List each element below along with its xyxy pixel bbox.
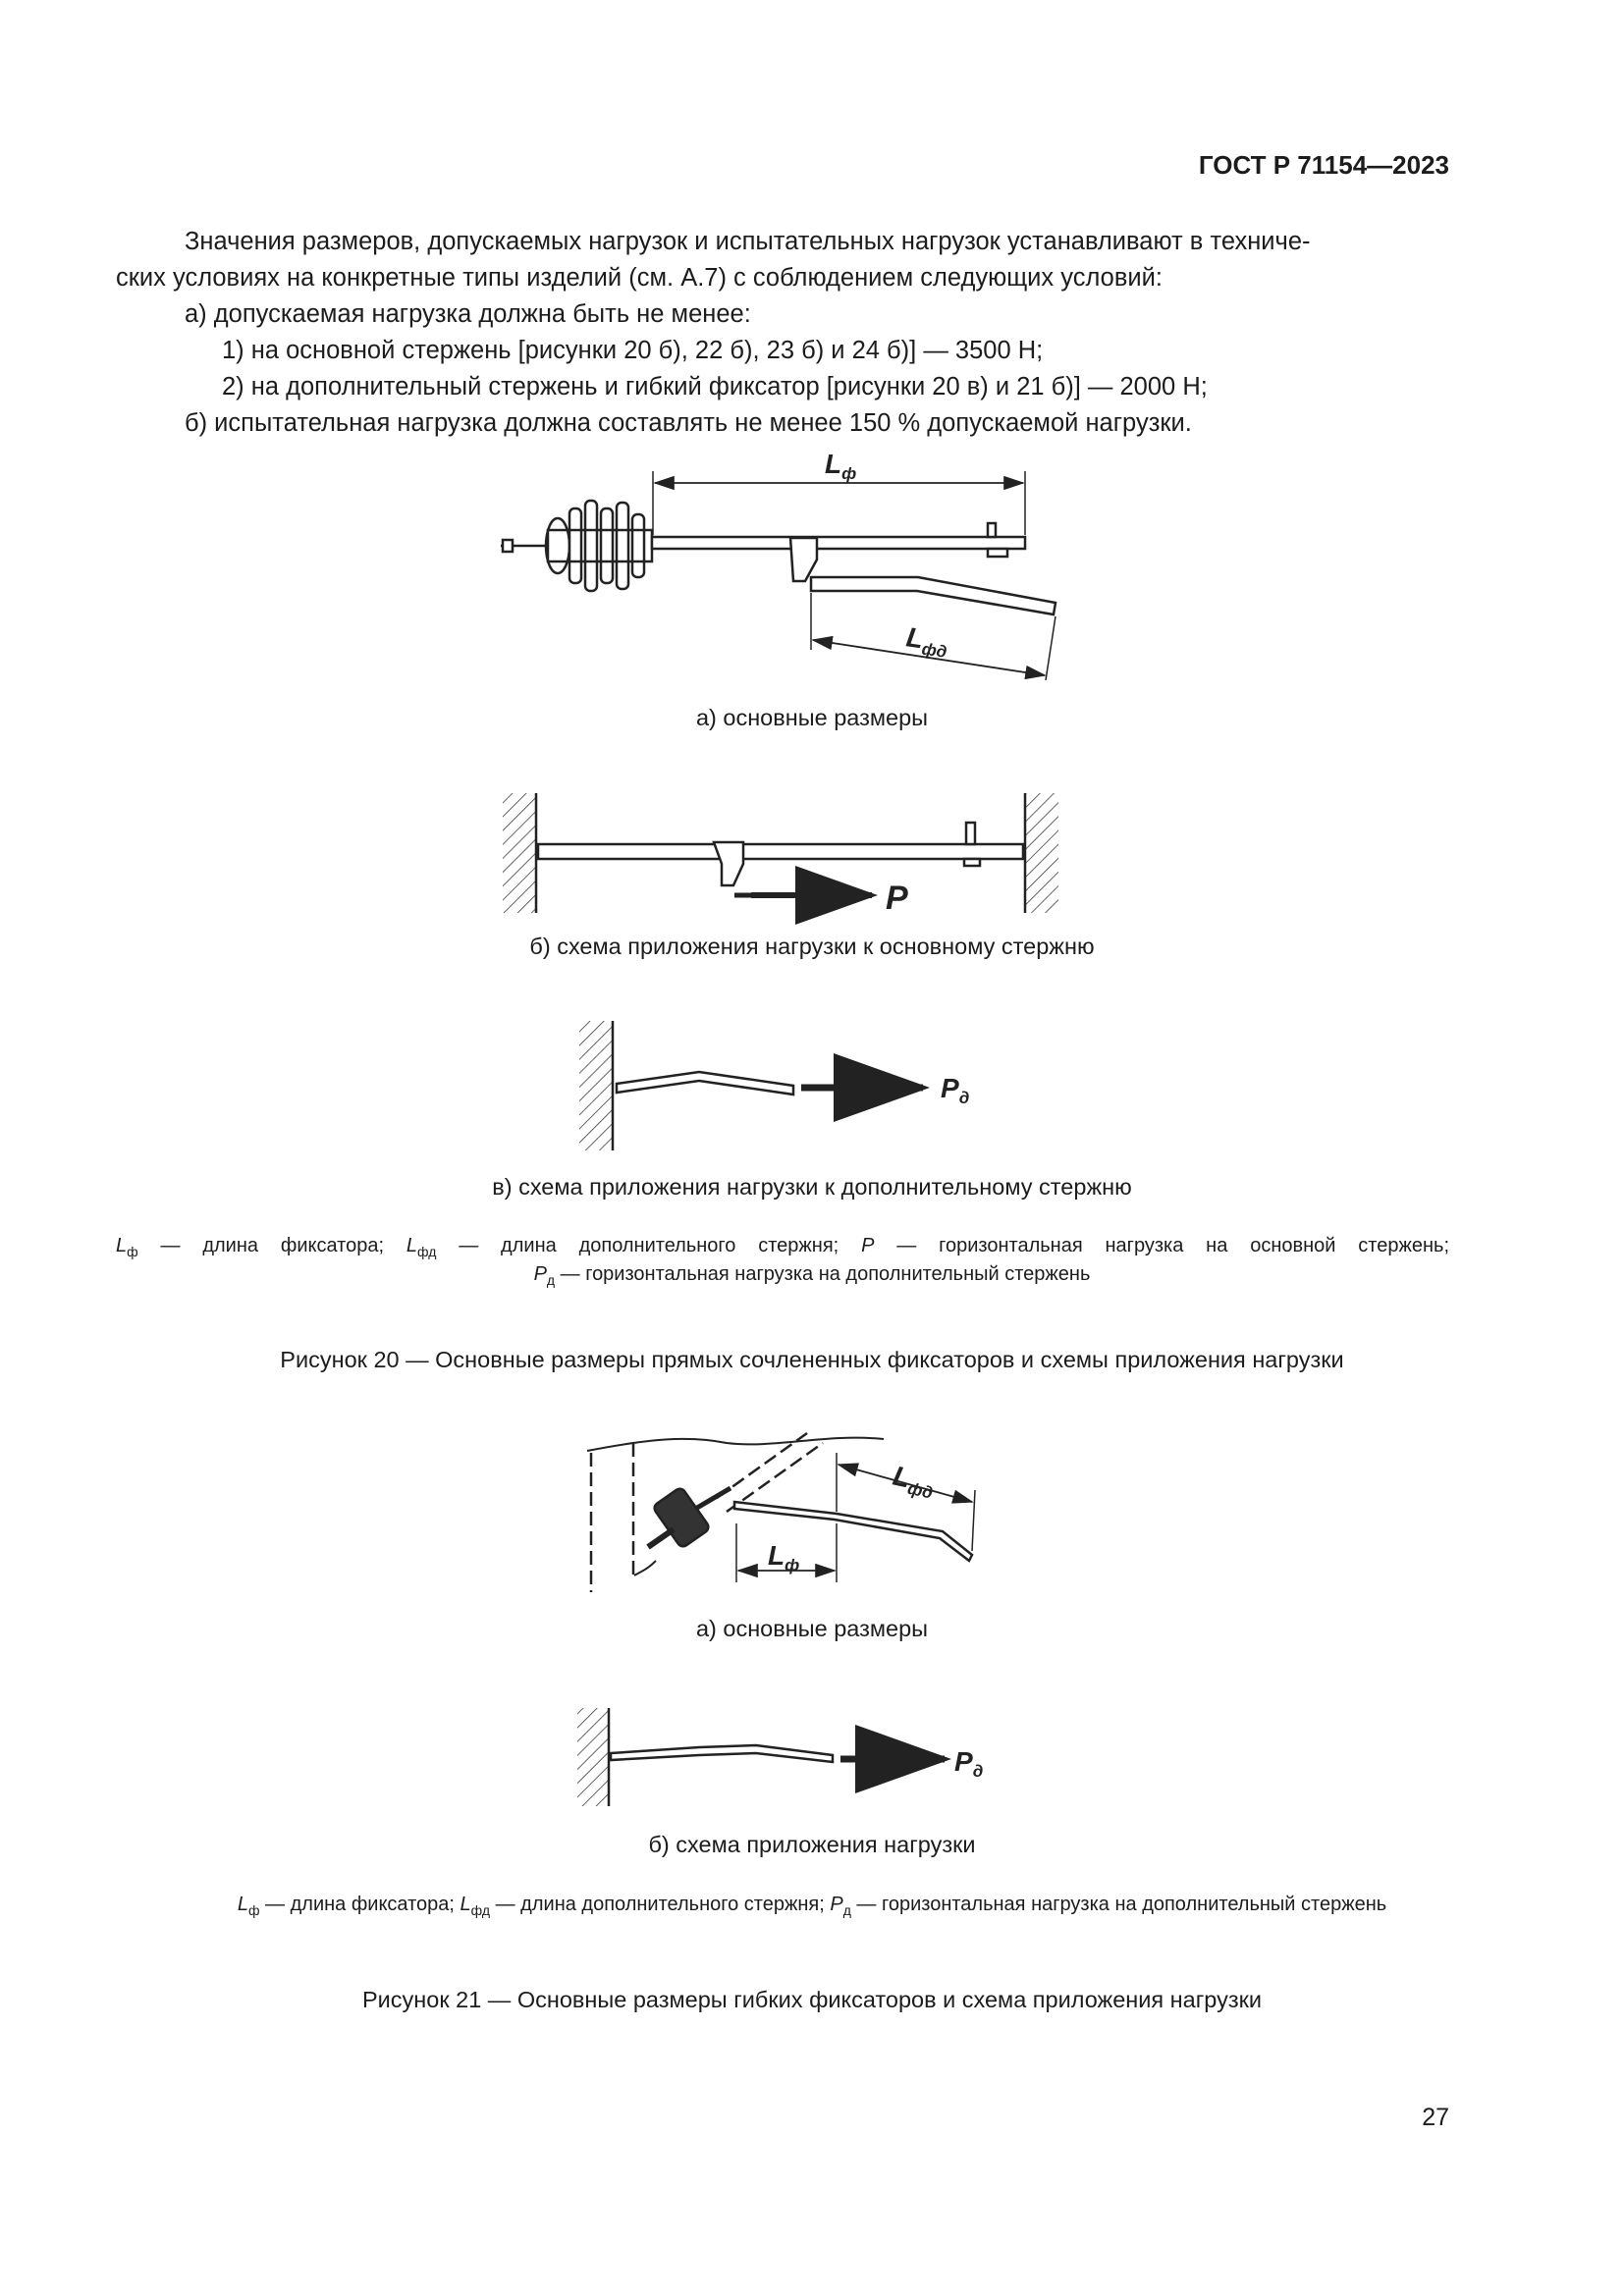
fig21-sub-a-caption: а) основные размеры bbox=[695, 1616, 929, 1641]
fig21-sub-b-caption: б) схема приложения нагрузки bbox=[648, 1832, 976, 1857]
insulator-icon bbox=[648, 1486, 731, 1548]
fig20-sub-a-caption: а) основные размеры bbox=[695, 705, 929, 730]
fig20a-drawing bbox=[501, 471, 1056, 680]
fig20-sub-c-caption: в) схема приложения нагрузки к дополнительному стержню bbox=[492, 1174, 1132, 1200]
wall bbox=[577, 1708, 609, 1806]
page-number: 27 bbox=[1422, 2104, 1449, 2131]
fig20-sub-b-caption: б) схема приложения нагрузки к основному стержню bbox=[529, 934, 1095, 959]
joint-clamp bbox=[790, 538, 817, 581]
fig20c-pd-label: $P_д$ bbox=[941, 1073, 970, 1107]
item-b: б) испытательная нагрузка должна составлять не менее 150 % допускаемой нагрузки. bbox=[185, 409, 1192, 437]
fig21b-pd-label: $P_д$ bbox=[954, 1746, 984, 1781]
standard-header: ГОСТ Р 71154—2023 bbox=[1198, 150, 1449, 180]
fig21-legend: $L_ф$ — длина фиксатора; $L_{фд}$ — длина дополнительного стержня; $P_д$ — горизонтальная нагрузка на дополнительный стержень bbox=[237, 1894, 1387, 1918]
right-wall bbox=[1025, 793, 1058, 913]
wall bbox=[579, 1021, 613, 1150]
fig20b-p-label: P bbox=[886, 880, 908, 917]
item-a1: 1) на основной стержень [рисунки 20 б), 22 б), 23 б) и 24 б)] — 3500 Н; bbox=[222, 337, 1044, 364]
item-a2: 2) на дополнительный стержень и гибкий фиксатор [рисунки 20 в) и 21 б)] — 2000 Н; bbox=[222, 373, 1208, 400]
intro-line-1: Значения размеров, допускаемых нагрузок и испытательных нагрузок устанавливают в техниче- bbox=[185, 228, 1311, 255]
fig20c-drawing bbox=[579, 1021, 923, 1150]
fig20-legend-line-2: $P_д$ — горизонтальная нагрузка на дополнительный стержень bbox=[533, 1263, 1091, 1288]
fig21a-lf-label: $L_ф$ bbox=[768, 1540, 800, 1575]
fig21b-drawing bbox=[577, 1708, 945, 1806]
fig20a-lfd-label: $L_{фд}$ bbox=[904, 621, 948, 662]
main-rod bbox=[652, 537, 1025, 549]
fig20-legend-line-1: $L_ф$ — длина фиксатора; $L_{фд}$ — длина дополнительного стержня; P — горизонтальная нагрузка на основной стержень; bbox=[116, 1235, 1449, 1259]
insulator-icon bbox=[501, 501, 652, 591]
fig21-caption: Рисунок 21 — Основные размеры гибких фиксаторов и схема приложения нагрузки bbox=[361, 1987, 1263, 2012]
left-wall bbox=[503, 793, 536, 913]
fig20a-lf-label: $L_ф$ bbox=[825, 449, 857, 483]
additional-rod bbox=[811, 577, 1056, 614]
fig20b-drawing bbox=[503, 793, 1058, 913]
intro-line-2: ских условиях на конкретные типы изделий (см. А.7) с соблюдением следующих условий: bbox=[116, 264, 1163, 292]
fig21a-lfd-label: $L_{фд}$ bbox=[890, 1460, 935, 1503]
item-a: а) допускаемая нагрузка должна быть не менее: bbox=[185, 300, 751, 328]
fig20-caption: Рисунок 20 — Основные размеры прямых сочлененных фиксаторов и схемы приложения нагрузки bbox=[280, 1347, 1344, 1372]
